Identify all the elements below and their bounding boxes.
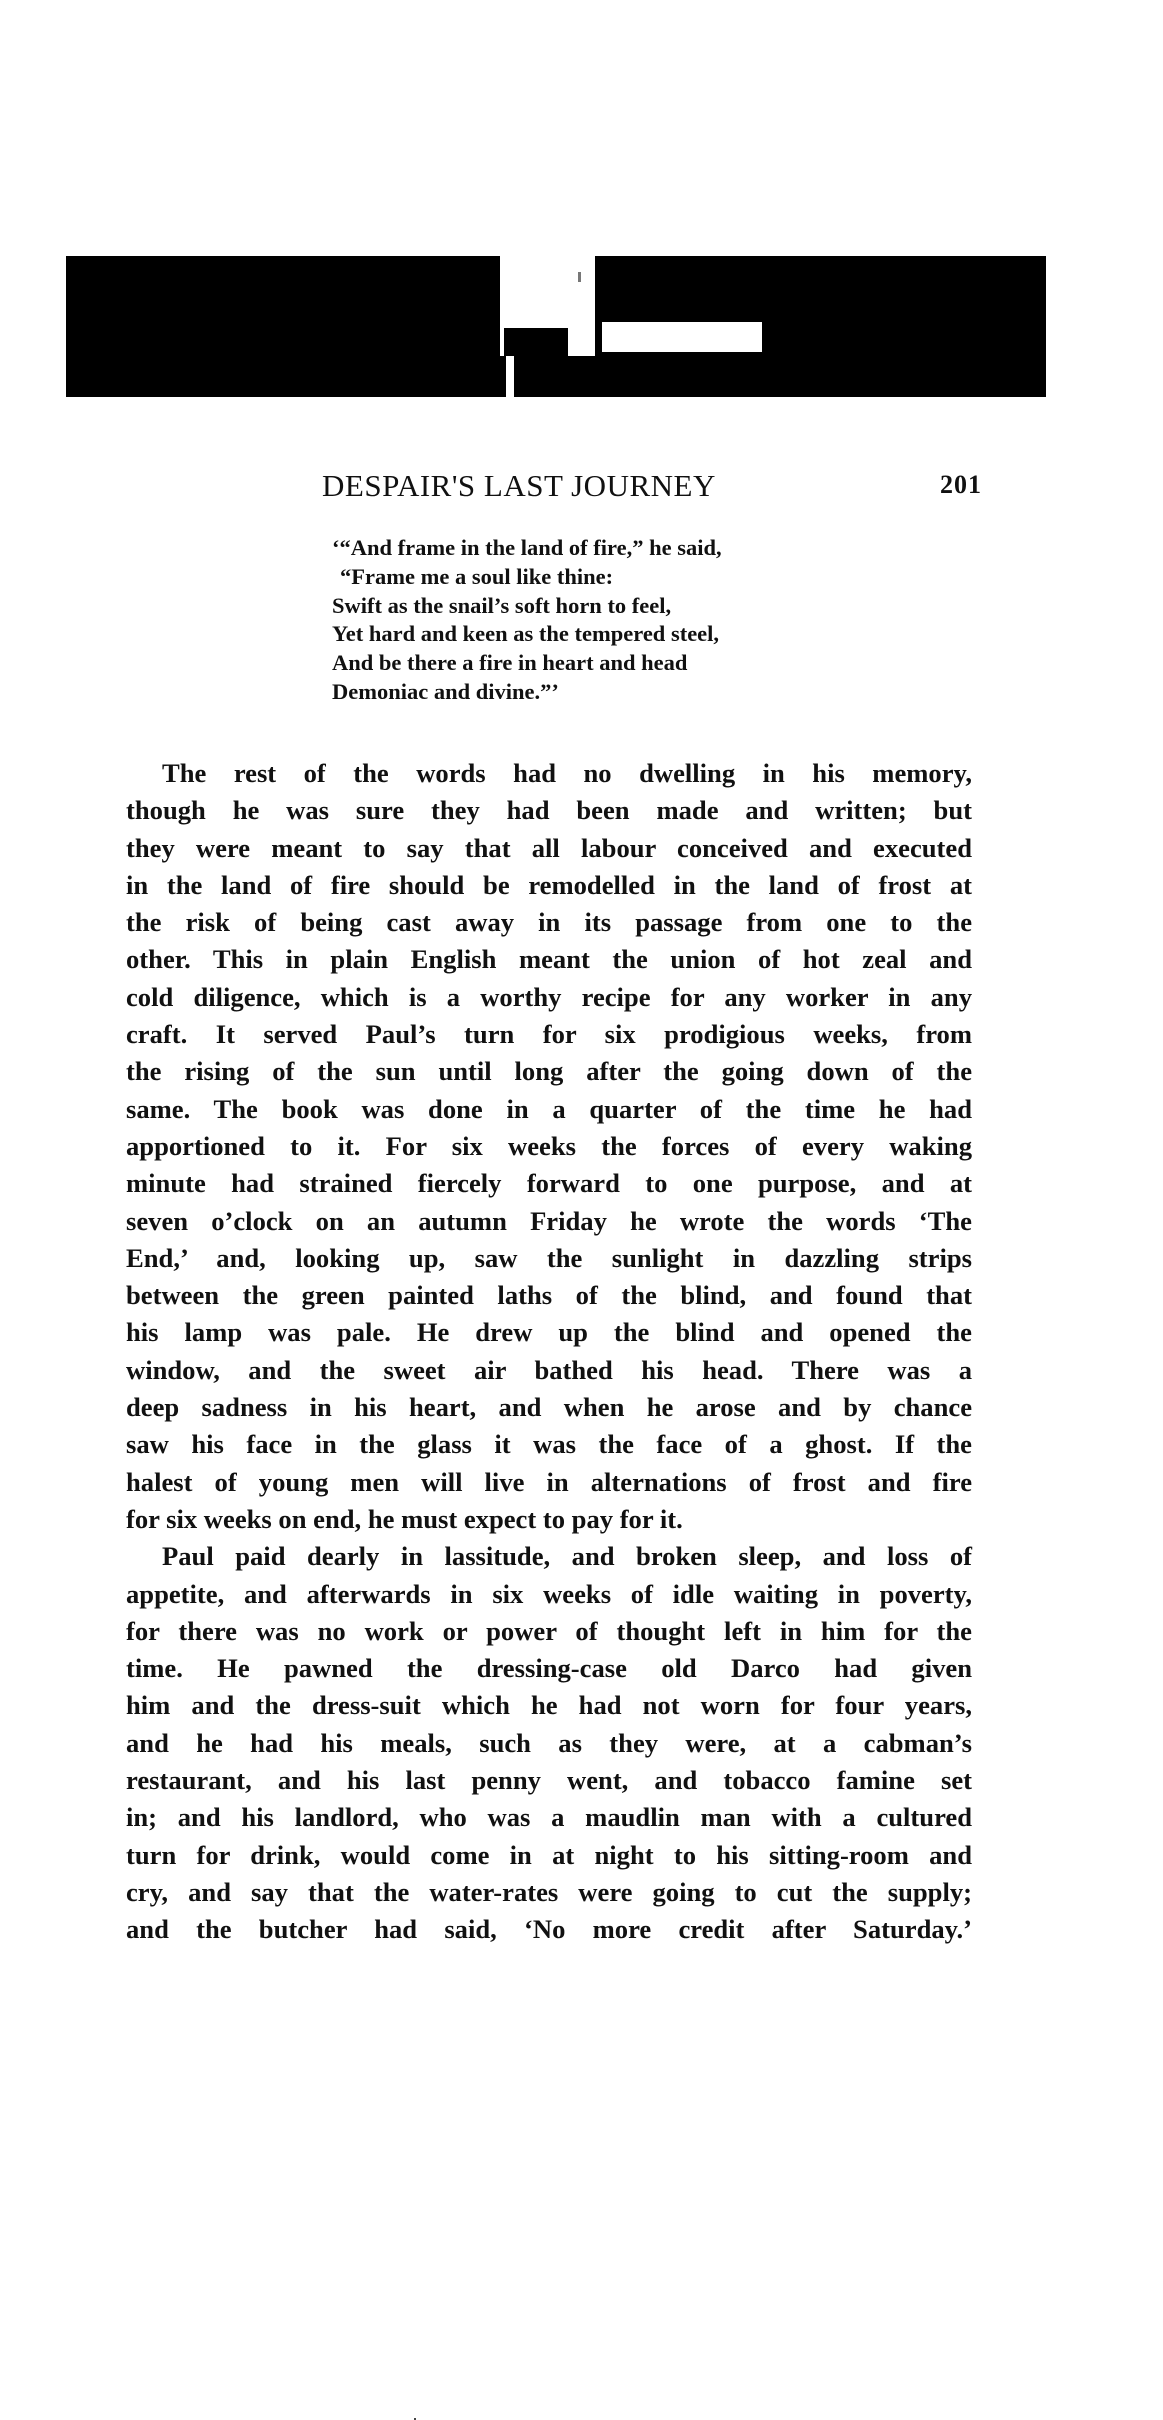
text-line: Paul paid dearly in lassitude, and broken sleep, and loss of [162, 1541, 972, 1572]
text-line: craft. It served Paul’s turn for six prodigious weeks, from [126, 1019, 972, 1050]
text-line: seven o’clock on an autumn Friday he wrote the words ‘The [126, 1205, 972, 1236]
paragraph-1 [126, 755, 972, 1538]
text-line: and he had his meals, such as they were, at a cabman’s [126, 1727, 972, 1758]
text-line: him and the dress-suit which he had not worn for four years, [126, 1690, 972, 1721]
text-line: restaurant, and his last penny went, and tobacco famine set [126, 1765, 972, 1796]
text-line: minute had strained fiercely forward to one purpose, and at [126, 1168, 972, 1199]
text-line: deep sadness in his heart, and when he arose and by chance [126, 1392, 972, 1423]
scan-redaction-band [66, 256, 1046, 397]
verse-line: Swift as the snail’s soft horn to feel, [332, 592, 672, 618]
text-line: same. The book was done in a quarter of the time he had [126, 1093, 972, 1124]
running-title: DESPAIR'S LAST JOURNEY [322, 468, 716, 503]
paragraph-2 [126, 1538, 972, 1948]
text-line: saw his face in the glass it was the face of a ghost. If the [126, 1429, 972, 1460]
verse-line: ‘“And frame in the land of fire,” he said, [332, 535, 722, 560]
text-line: they were meant to say that all labour conceived and executed [126, 832, 972, 863]
band-gap-stem [506, 356, 514, 397]
text-line: for six weeks on end, he must expect to pay for it. [126, 1503, 683, 1534]
band-speck [578, 272, 581, 282]
text-line: though he was sure they had been made and written; but [126, 795, 972, 826]
text-line: halest of young men will live in alternations of frost and fire [126, 1466, 972, 1497]
text-line: apportioned to it. For six weeks the forces of every waking [126, 1130, 972, 1161]
verse-line: “Frame me a soul like thine: [340, 563, 614, 589]
text-line: End,’ and, looking up, saw the sunlight in dazzling strips [126, 1242, 972, 1273]
verse-stanza [332, 534, 852, 707]
text-line: and the butcher had said, ‘No more credit after Saturday.’ [126, 1914, 972, 1945]
text-line: in the land of fire should be remodelled in the land of frost at [126, 869, 972, 900]
text-line: appetite, and afterwards in six weeks of idle waiting in poverty, [126, 1578, 972, 1609]
text-line: turn for drink, would come in at night to his sitting-room and [126, 1839, 972, 1870]
text-line: for there was no work or power of thought left in him for the [126, 1615, 972, 1646]
band-gap-right [602, 322, 762, 352]
text-line: The rest of the words had no dwelling in his memory, [162, 758, 972, 788]
text-line: time. He pawned the dressing-case old Darco had given [126, 1653, 972, 1684]
running-head [322, 468, 982, 508]
body-text [126, 755, 972, 1949]
text-line: the rising of the sun until long after the going down of the [126, 1056, 972, 1087]
text-line: window, and the sweet air bathed his head. There was a [126, 1354, 972, 1385]
verse-line: And be there a fire in heart and head [332, 650, 688, 676]
text-line: his lamp was pale. He drew up the blind and opened the [126, 1317, 972, 1348]
verse-line: Yet hard and keen as the tempered steel, [332, 621, 720, 647]
text-line: cry, and say that the water-rates were going to cut the supply; [126, 1876, 972, 1907]
text-line: other. This in plain English meant the union of hot zeal and [126, 944, 972, 975]
page-number: 201 [940, 470, 982, 499]
text-line: between the green painted laths of the blind, and found that [126, 1280, 972, 1311]
text-line: in; and his landlord, who was a maudlin man with a cultured [126, 1802, 972, 1833]
text-line: cold diligence, which is a worthy recipe for any worker in any [126, 981, 972, 1012]
verse-line: Demoniac and divine.”’ [332, 678, 559, 704]
text-line: the risk of being cast away in its passage from one to the [126, 907, 972, 938]
